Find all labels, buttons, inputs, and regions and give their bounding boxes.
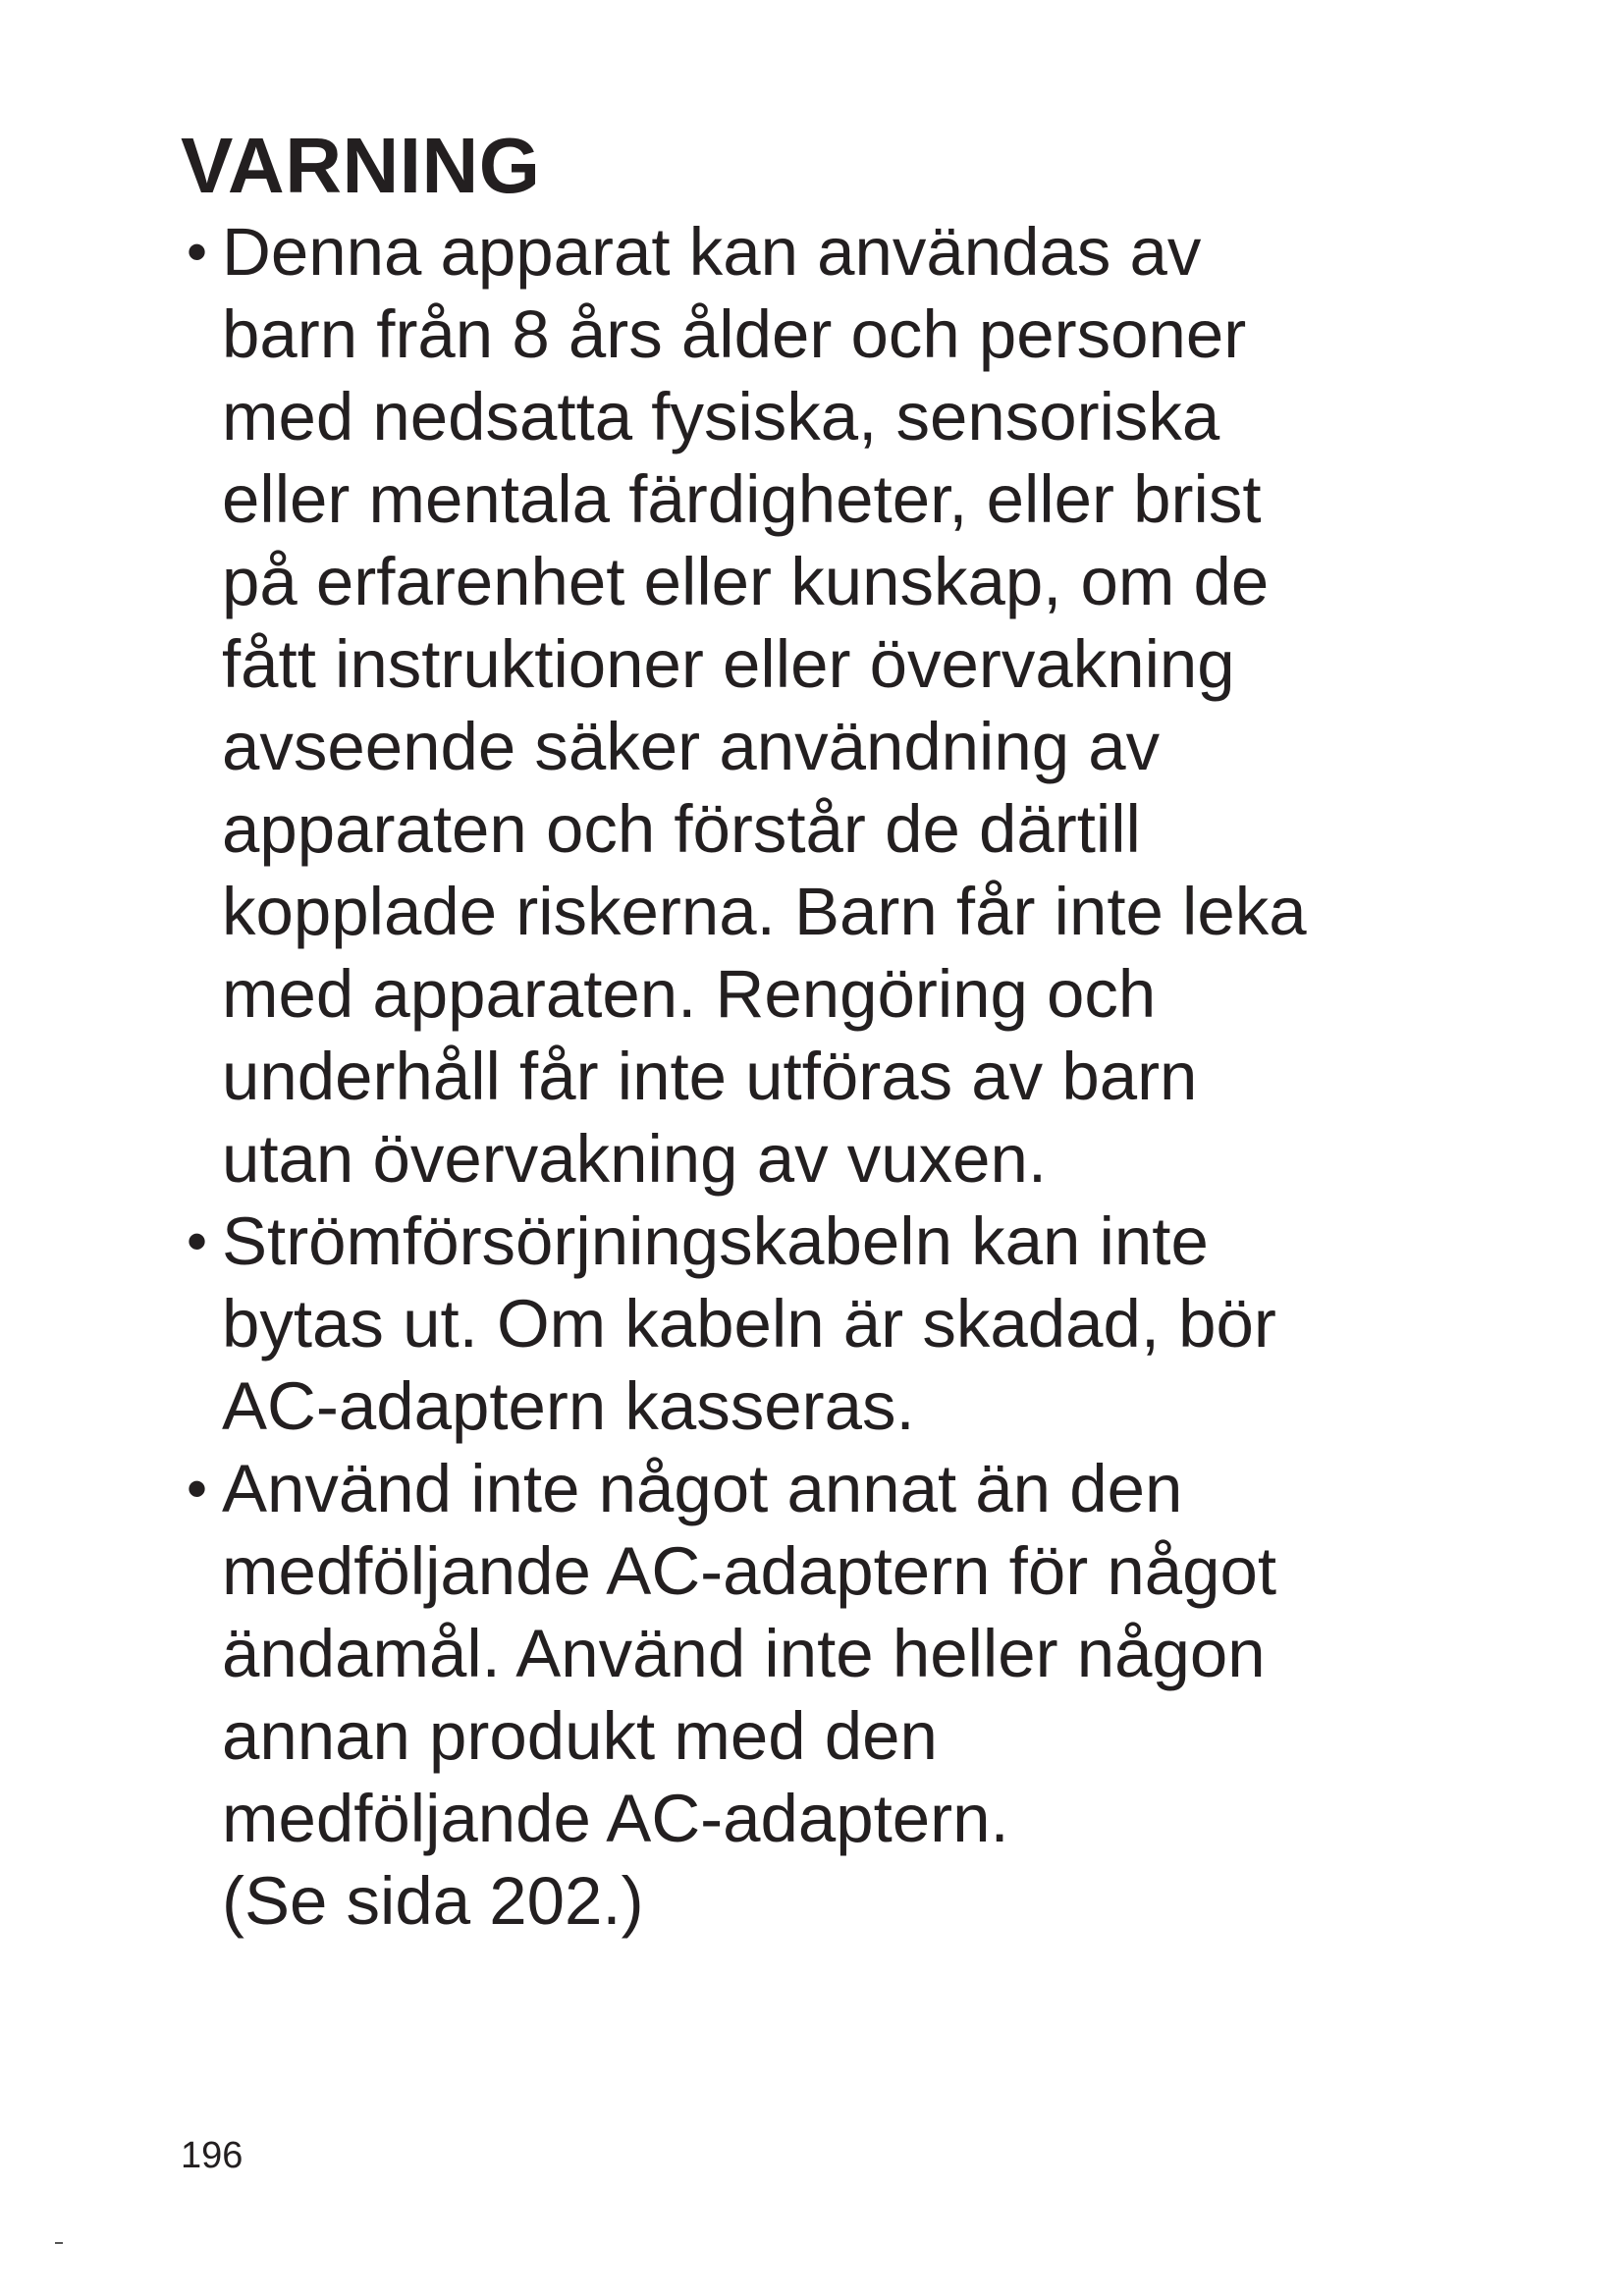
bullet-line: underhåll får inte utföras av barn (222, 1039, 1198, 1114)
bullet-line: med apparaten. Rengöring och (222, 956, 1157, 1032)
bullet-line: Strömförsörjningskabeln kan inte (222, 1203, 1209, 1279)
bullet-line: medföljande AC-adaptern. (222, 1781, 1009, 1856)
edge-mark (55, 2242, 63, 2244)
warning-heading: VARNING (181, 122, 541, 209)
bullet-line: Denna apparat kan användas av (222, 214, 1202, 290)
bullet-line: apparaten och förstår de därtill (222, 791, 1141, 867)
warning-bullet-cable (181, 1201, 1477, 1448)
bullet-line: medföljande AC-adaptern för något (222, 1533, 1277, 1609)
bullet-line: Använd inte något annat än den (222, 1451, 1183, 1526)
page-reference: (Se sida 202.) (222, 1863, 644, 1939)
bullet-line: AC-adaptern kasseras. (222, 1368, 915, 1444)
bullet-line: fått instruktioner eller övervakning (222, 626, 1235, 702)
bullet-icon: • (187, 219, 208, 285)
warning-bullet-children (181, 211, 1477, 1201)
bullet-line: med nedsatta fysiska, sensoriska (222, 379, 1220, 454)
bullet-line: utan övervakning av vuxen. (222, 1121, 1048, 1197)
bullet-icon: • (187, 1208, 208, 1274)
bullet-line: kopplade riskerna. Barn får inte leka (222, 874, 1307, 949)
bullet-line: barn från 8 års ålder och personer (222, 296, 1247, 372)
warning-bullet-adapter (181, 1448, 1477, 1860)
warning-body (181, 211, 1477, 1943)
bullet-line: annan produkt med den (222, 1698, 938, 1774)
bullet-line: bytas ut. Om kabeln är skadad, bör (222, 1286, 1276, 1362)
page-number: 196 (181, 2135, 244, 2176)
bullet-line: avseende säker användning av (222, 709, 1161, 784)
bullet-icon: • (187, 1456, 208, 1522)
bullet-line: ändamål. Använd inte heller någon (222, 1616, 1266, 1691)
bullet-line: på erfarenhet eller kunskap, om de (222, 544, 1270, 619)
bullet-line: eller mentala färdigheter, eller brist (222, 461, 1262, 537)
